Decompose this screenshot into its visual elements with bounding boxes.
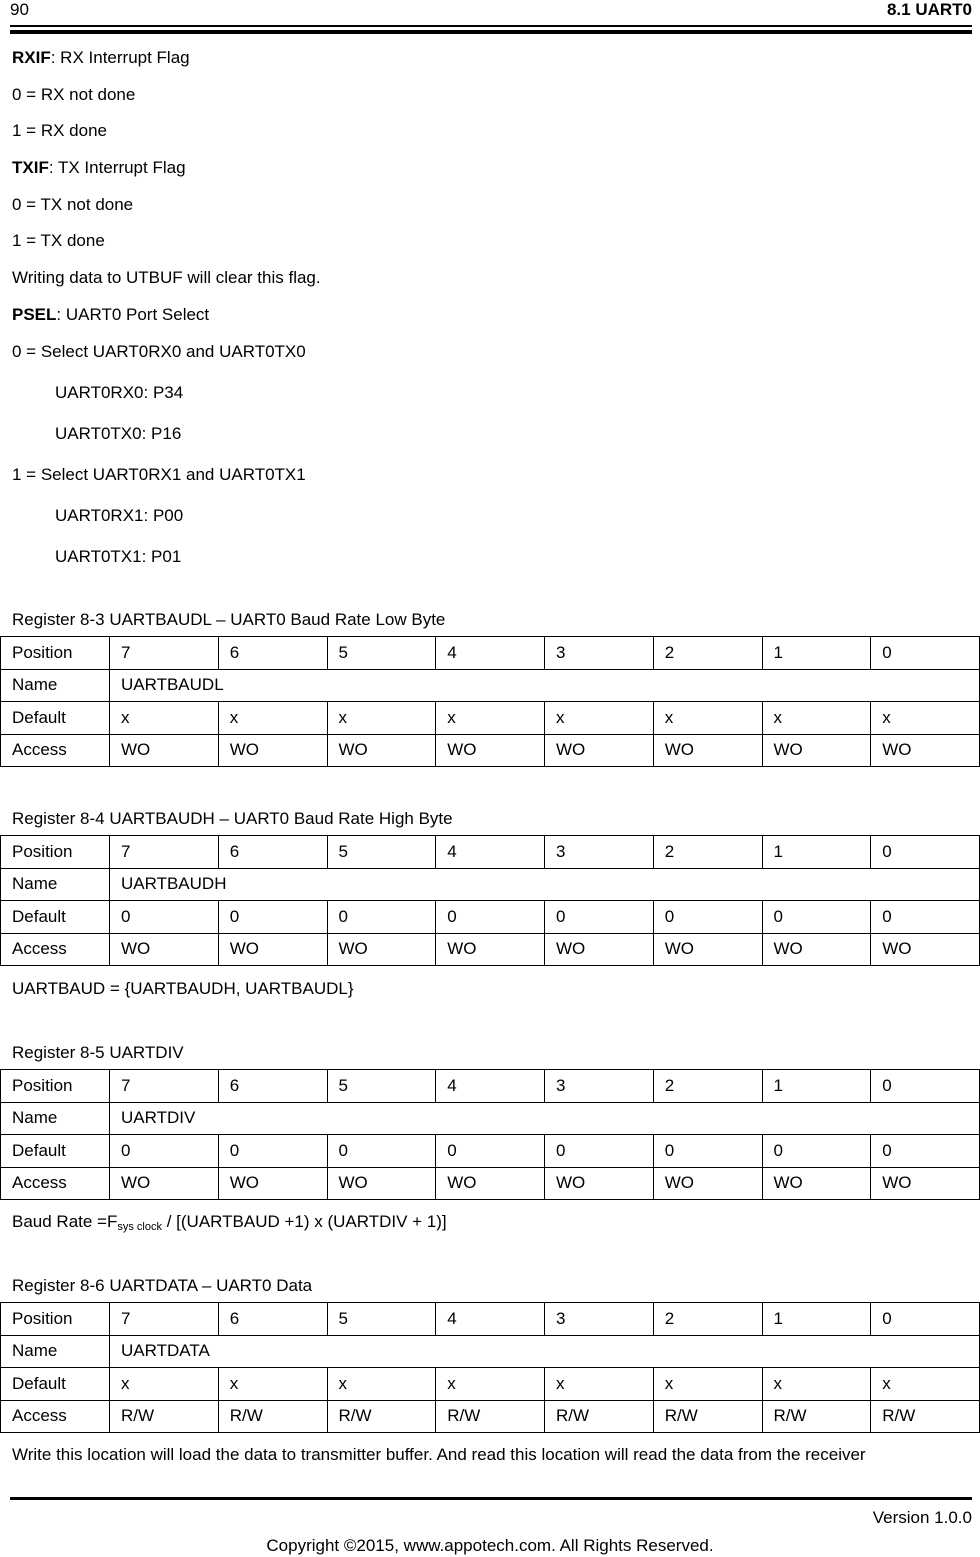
default-row (1, 1135, 980, 1168)
access-cell: WO (436, 933, 545, 966)
row-label: Position (1, 836, 110, 869)
baud-subscript: sys clock (117, 1221, 162, 1233)
bit-cell: 0 (871, 637, 980, 670)
baud-suffix: / [(UARTBAUD +1) x (UARTDIV + 1)] (162, 1212, 447, 1231)
row-label: Position (1, 1070, 110, 1103)
register-caption: Register 8-6 UARTDATA – UART0 Data (12, 1276, 313, 1295)
default-cell: x (545, 1368, 654, 1401)
psel-name: PSEL (12, 304, 57, 324)
bit-cell: 5 (327, 1070, 436, 1103)
access-cell: WO (871, 1167, 980, 1200)
access-cell: WO (110, 933, 219, 966)
row-label: Access (1, 734, 110, 767)
position-row (1, 637, 980, 670)
default-cell: 0 (218, 901, 327, 934)
default-cell: 0 (436, 1135, 545, 1168)
rxif-name: RXIF (12, 48, 51, 67)
row-label: Name (1, 868, 110, 901)
default-cell: 0 (436, 901, 545, 934)
default-cell: 0 (871, 1135, 980, 1168)
access-cell: WO (653, 933, 762, 966)
default-cell: x (871, 1368, 980, 1401)
register-name: UARTDIV (110, 1102, 980, 1135)
default-row (1, 702, 980, 735)
psel-value-1: 1 = Select UART0RX1 and UART0TX1 (12, 464, 306, 484)
txif-name: TXIF (12, 158, 49, 178)
row-label: Access (1, 933, 110, 966)
bit-cell: 4 (436, 836, 545, 869)
access-cell: WO (653, 1167, 762, 1200)
default-cell: x (218, 1368, 327, 1401)
row-label: Default (1, 1368, 110, 1401)
access-cell: WO (110, 734, 219, 767)
psel-0-tx: UART0TX0: P16 (55, 423, 182, 443)
copyright: Copyright ©2015, www.appotech.com. All Rights Reserved. (266, 1536, 714, 1555)
rxif-value-0: 0 = RX not done (12, 84, 136, 104)
name-row (1, 1335, 980, 1368)
txif-heading (12, 157, 972, 194)
access-cell: R/W (436, 1400, 545, 1433)
row-label: Default (1, 702, 110, 735)
access-cell: R/W (110, 1400, 219, 1433)
access-cell: WO (545, 1167, 654, 1200)
bit-cell: 5 (327, 1303, 436, 1336)
txif-value-1: 1 = TX done (12, 231, 105, 251)
psel-desc: : UART0 Port Select (56, 304, 210, 324)
access-row (1, 1167, 980, 1200)
access-row (1, 933, 980, 966)
page-number: 90 (10, 0, 29, 19)
default-cell: x (110, 1368, 219, 1401)
access-cell: WO (545, 734, 654, 767)
name-row (1, 868, 980, 901)
row-label: Position (1, 637, 110, 670)
bit-cell: 3 (545, 637, 654, 670)
default-cell: x (327, 1368, 436, 1401)
default-cell: 0 (110, 1135, 219, 1168)
bit-cell: 2 (653, 836, 762, 869)
bit-cell: 0 (871, 836, 980, 869)
access-row (1, 734, 980, 767)
position-row (1, 836, 980, 869)
default-cell: x (327, 702, 436, 735)
uartbaud-note: UARTBAUD = {UARTBAUDH, UARTBAUDL} (12, 979, 354, 998)
bit-cell: 7 (110, 637, 219, 670)
access-cell: WO (762, 1167, 871, 1200)
rxif-desc: : RX Interrupt Flag (50, 48, 190, 67)
bit-cell: 4 (436, 1070, 545, 1103)
access-cell: WO (653, 734, 762, 767)
default-cell: x (110, 702, 219, 735)
bit-cell: 0 (871, 1070, 980, 1103)
default-row (1, 901, 980, 934)
access-cell: R/W (327, 1400, 436, 1433)
rxif-value-1: 1 = RX done (12, 121, 107, 141)
psel-heading (12, 304, 972, 341)
default-cell: x (871, 702, 980, 735)
baud-prefix: Baud Rate =F (12, 1212, 118, 1231)
bit-cell: 1 (762, 1070, 871, 1103)
access-cell: WO (545, 933, 654, 966)
register-table (0, 636, 980, 767)
position-row (1, 1303, 980, 1336)
register-name: UARTDATA (110, 1335, 980, 1368)
register-caption: Register 8-3 UARTBAUDL – UART0 Baud Rate Low Byte (12, 610, 446, 629)
row-label: Position (1, 1303, 110, 1336)
default-cell: 0 (871, 901, 980, 934)
name-row (1, 669, 980, 702)
psel-0-rx: UART0RX0: P34 (55, 382, 184, 402)
access-cell: WO (218, 1167, 327, 1200)
default-cell: 0 (327, 901, 436, 934)
bit-cell: 3 (545, 836, 654, 869)
psel-value-0: 0 = Select UART0RX0 and UART0TX0 (12, 341, 306, 361)
access-cell: WO (762, 933, 871, 966)
access-row (1, 1400, 980, 1433)
bit-cell: 2 (653, 1303, 762, 1336)
default-cell: 0 (762, 1135, 871, 1168)
bit-cell: 1 (762, 637, 871, 670)
access-cell: WO (871, 734, 980, 767)
txif-desc: : TX Interrupt Flag (48, 158, 186, 178)
default-cell: x (436, 1368, 545, 1401)
baud-rate-formula (12, 1212, 447, 1233)
default-row (1, 1368, 980, 1401)
psel-1-rx: UART0RX1: P00 (55, 505, 184, 525)
default-cell: x (762, 702, 871, 735)
row-label: Name (1, 1102, 110, 1135)
txif-value-0: 0 = TX not done (12, 194, 134, 214)
section-title: 8.1 UART0 (886, 0, 972, 19)
default-cell: x (653, 702, 762, 735)
bit-cell: 7 (110, 1070, 219, 1103)
access-cell: R/W (545, 1400, 654, 1433)
rxif-heading (12, 47, 972, 84)
access-cell: R/W (762, 1400, 871, 1433)
bit-cell: 6 (218, 1070, 327, 1103)
default-cell: 0 (545, 901, 654, 934)
bit-cell: 1 (762, 836, 871, 869)
field-descriptions (12, 47, 972, 587)
bit-cell: 3 (545, 1303, 654, 1336)
register-table (0, 1069, 980, 1200)
bit-cell: 2 (653, 1070, 762, 1103)
psel-1-tx: UART0TX1: P01 (55, 546, 182, 566)
bit-cell: 5 (327, 637, 436, 670)
bit-cell: 7 (110, 1303, 219, 1336)
default-cell: x (436, 702, 545, 735)
row-label: Default (1, 901, 110, 934)
bit-cell: 4 (436, 1303, 545, 1336)
bit-cell: 4 (436, 637, 545, 670)
bit-cell: 2 (653, 637, 762, 670)
access-cell: WO (218, 933, 327, 966)
row-label: Name (1, 1335, 110, 1368)
txif-note: Writing data to UTBUF will clear this flag. (12, 268, 321, 288)
access-cell: WO (436, 1167, 545, 1200)
default-cell: x (762, 1368, 871, 1401)
access-cell: WO (327, 1167, 436, 1200)
access-cell: R/W (653, 1400, 762, 1433)
access-cell: WO (327, 734, 436, 767)
default-cell: 0 (653, 1135, 762, 1168)
bit-cell: 6 (218, 637, 327, 670)
bit-cell: 7 (110, 836, 219, 869)
register-table (0, 835, 980, 966)
access-cell: WO (436, 734, 545, 767)
bit-cell: 3 (545, 1070, 654, 1103)
default-cell: x (653, 1368, 762, 1401)
default-cell: 0 (110, 901, 219, 934)
default-cell: 0 (762, 901, 871, 934)
access-cell: R/W (871, 1400, 980, 1433)
access-cell: WO (218, 734, 327, 767)
register-name: UARTBAUDH (110, 868, 980, 901)
register-caption: Register 8-4 UARTBAUDH – UART0 Baud Rate High Byte (12, 809, 453, 828)
uartdata-note: Write this location will load the data to transmitter buffer. And read this location will read the data from the receiver (12, 1445, 866, 1464)
position-row (1, 1070, 980, 1103)
register-caption: Register 8-5 UARTDIV (12, 1043, 184, 1062)
bit-cell: 5 (327, 836, 436, 869)
access-cell: WO (327, 933, 436, 966)
register-table (0, 1302, 980, 1433)
header-rule-thick (10, 30, 972, 34)
access-cell: WO (110, 1167, 219, 1200)
row-label: Default (1, 1135, 110, 1168)
footer-rule (10, 1497, 972, 1500)
row-label: Access (1, 1167, 110, 1200)
bit-cell: 6 (218, 1303, 327, 1336)
bit-cell: 6 (218, 836, 327, 869)
default-cell: x (218, 702, 327, 735)
access-cell: WO (762, 734, 871, 767)
access-cell: R/W (218, 1400, 327, 1433)
row-label: Name (1, 669, 110, 702)
default-cell: 0 (327, 1135, 436, 1168)
name-row (1, 1102, 980, 1135)
bit-cell: 0 (871, 1303, 980, 1336)
bit-cell: 1 (762, 1303, 871, 1336)
row-label: Access (1, 1400, 110, 1433)
header-rule (10, 25, 972, 27)
access-cell: WO (871, 933, 980, 966)
register-name: UARTBAUDL (110, 669, 980, 702)
version-label: Version 1.0.0 (872, 1508, 972, 1527)
default-cell: 0 (218, 1135, 327, 1168)
default-cell: 0 (545, 1135, 654, 1168)
default-cell: x (545, 702, 654, 735)
default-cell: 0 (653, 901, 762, 934)
